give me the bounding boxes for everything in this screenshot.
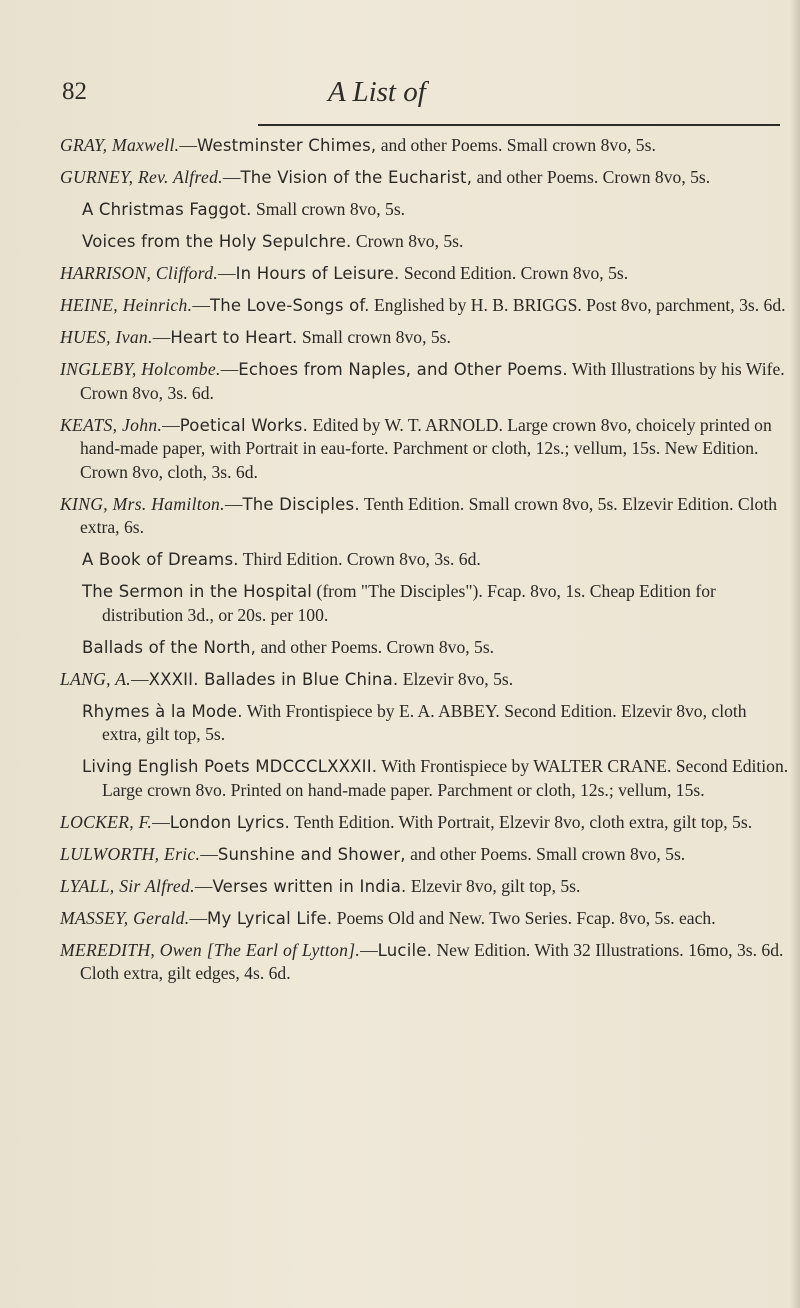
entry-details: With Frontispiece by WALTER CRANE. Second Edition. Large crown 8vo. Printed on hand-made paper. Parchment or cloth, 12s.; vellum, 15s. (102, 756, 789, 800)
entry-details: With Frontispiece by E. A. ABBEY. Second Edition. Elzevir 8vo, cloth extra, gilt top, 5s. (102, 700, 747, 744)
catalogue-entry (60, 134, 790, 158)
entry-separator: — (194, 875, 213, 896)
entry-separator: — (152, 811, 170, 832)
entry-author: LYALL, Sir Alfred. (60, 875, 195, 896)
catalogue-entry (60, 939, 790, 986)
entry-author: HUES, Ivan. (60, 327, 153, 347)
entry-title: The Disciples. (242, 494, 360, 514)
catalogue-entry (60, 198, 790, 222)
entry-title: Poetical Works. (179, 415, 309, 435)
catalogue-entry (60, 755, 790, 802)
entry-details: Elzevir 8vo, 5s. (398, 668, 514, 689)
entry-title: In Hours of Leisure. (235, 264, 400, 283)
catalogue-entry (60, 580, 790, 627)
entry-title: London Lyrics. (169, 812, 290, 832)
entry-author: HARRISON, Clifford. (60, 263, 219, 283)
entry-title: Sunshine and Shower, (217, 844, 406, 864)
entry-separator: — (179, 135, 197, 155)
entry-author: KING, Mrs. Hamilton. (60, 493, 225, 514)
entry-author: HEINE, Heinrich. (60, 295, 193, 315)
entry-title: A Book of Dreams. (82, 550, 239, 569)
entry-author: MEREDITH, Owen [The Earl of Lytton]. (60, 939, 361, 960)
entry-separator: — (189, 907, 208, 928)
entry-separator: — (200, 843, 218, 864)
entry-details: (from "The Disciples"). Fcap. 8vo, 1s. Cheap Edition for distribution 3d., or 20s. per 100. (102, 581, 716, 625)
entry-title: The Love-Songs of. (209, 296, 370, 315)
entry-author: LANG, A. (60, 668, 131, 689)
catalogue-entry (60, 326, 790, 350)
entry-title: Lucile. (377, 940, 433, 960)
catalogue-entry (60, 358, 790, 405)
entry-author: MASSEY, Gerald. (60, 907, 190, 928)
catalogue-entry (60, 414, 790, 485)
running-title: A List of (328, 76, 426, 108)
entry-details: Tenth Edition. With Portrait, Elzevir 8vo, cloth extra, gilt top, 5s. (289, 811, 753, 832)
entry-title: A Christmas Faggot. (82, 200, 252, 219)
catalogue-entry (60, 668, 790, 692)
catalogue-entry (60, 907, 790, 931)
entry-title: My Lyrical Life. (207, 908, 333, 928)
entry-title: Living English Poets MDCCCLXXXII. (82, 757, 378, 776)
entry-title: The Vision of the Eucharist, (240, 168, 473, 187)
entry-details: Small crown 8vo, 5s. (297, 327, 451, 347)
entry-details: and other Poems. Small crown 8vo, 5s. (376, 135, 656, 155)
entry-details: New Edition. With 32 Illustrations. 16mo, 3s. 6d. Cloth extra, gilt edges, 4s. 6d. (80, 939, 784, 983)
entry-title: Voices from the Holy Sepulchre. (82, 232, 352, 251)
entry-details: Third Edition. Crown 8vo, 3s. 6d. (238, 549, 481, 569)
page-edge-shadow (790, 0, 800, 1308)
entry-separator: — (192, 295, 210, 315)
entry-author: GRAY, Maxwell. (60, 135, 180, 155)
catalogue-entry (60, 700, 790, 747)
entry-details: Crown 8vo, 5s. (351, 231, 464, 251)
catalogue-entry (60, 230, 790, 254)
entry-details: and other Poems. Crown 8vo, 5s. (256, 636, 495, 657)
entry-details: Small crown 8vo, 5s. (251, 199, 406, 219)
entry-details: and other Poems. Crown 8vo, 5s. (472, 167, 711, 187)
entry-title: Echoes from Naples, and Other Poems. (238, 360, 568, 379)
entry-title: Verses written in India. (212, 876, 407, 896)
entry-title: XXXII. Ballades in Blue China. (148, 669, 399, 689)
entry-author: LULWORTH, Eric. (60, 843, 201, 864)
entry-title: The Sermon in the Hospital (82, 582, 313, 601)
catalogue-entries (60, 134, 790, 994)
entry-title: Ballads of the North, (82, 637, 257, 657)
entry-separator: — (162, 414, 180, 435)
catalogue-entry (60, 493, 790, 540)
catalogue-entry (60, 636, 790, 660)
catalogue-entry (60, 166, 790, 190)
entry-title: Heart to Heart. (170, 328, 298, 347)
catalogue-entry (60, 843, 790, 867)
entry-author: GURNEY, Rev. Alfred. (60, 167, 223, 187)
entry-details: Elzevir 8vo, gilt top, 5s. (406, 875, 581, 896)
entry-details: Second Edition. Crown 8vo, 5s. (399, 263, 629, 283)
catalogue-entry (60, 875, 790, 899)
entry-details: With Illustrations by his Wife. Crown 8vo, 3s. 6d. (80, 359, 785, 403)
entry-separator: — (220, 359, 239, 379)
entry-author: INGLEBY, Holcombe. (60, 359, 221, 379)
header-rule (258, 124, 780, 126)
catalogue-entry (60, 548, 790, 572)
entry-separator: — (224, 493, 243, 514)
entry-details: and other Poems. Small crown 8vo, 5s. (405, 843, 686, 864)
entry-details: Poems Old and New. Two Series. Fcap. 8vo, 5s. each. (332, 907, 716, 928)
page-header (60, 74, 750, 114)
catalogue-entry (60, 294, 790, 318)
entry-author: KEATS, John. (60, 414, 163, 435)
catalogue-entry (60, 262, 790, 286)
entry-separator: — (152, 327, 171, 347)
entry-details: Tenth Edition. Small crown 8vo, 5s. Elzevir Edition. Cloth extra, 6s. (80, 493, 777, 537)
entry-title: Rhymes à la Mode. (82, 701, 243, 721)
entry-title: Westminster Chimes, (196, 136, 377, 155)
entry-separator: — (218, 263, 236, 283)
entry-separator: — (360, 939, 378, 960)
catalogue-entry (60, 811, 790, 835)
entry-separator: — (131, 668, 149, 689)
entry-separator: — (222, 167, 241, 187)
entry-details: Edited by W. T. ARNOLD. Large crown 8vo, choicely printed on hand-made paper, with Portrait in eau-forte. Parchment or cloth, 12s.; vellum, 15s. New Edition. Crown 8vo, cloth, 3s. 6d. (80, 414, 772, 482)
entry-author: LOCKER, F. (60, 811, 153, 832)
entry-details: Englished by H. B. BRIGGS. Post 8vo, parchment, 3s. 6d. (369, 295, 786, 315)
page-number: 82 (62, 78, 87, 105)
